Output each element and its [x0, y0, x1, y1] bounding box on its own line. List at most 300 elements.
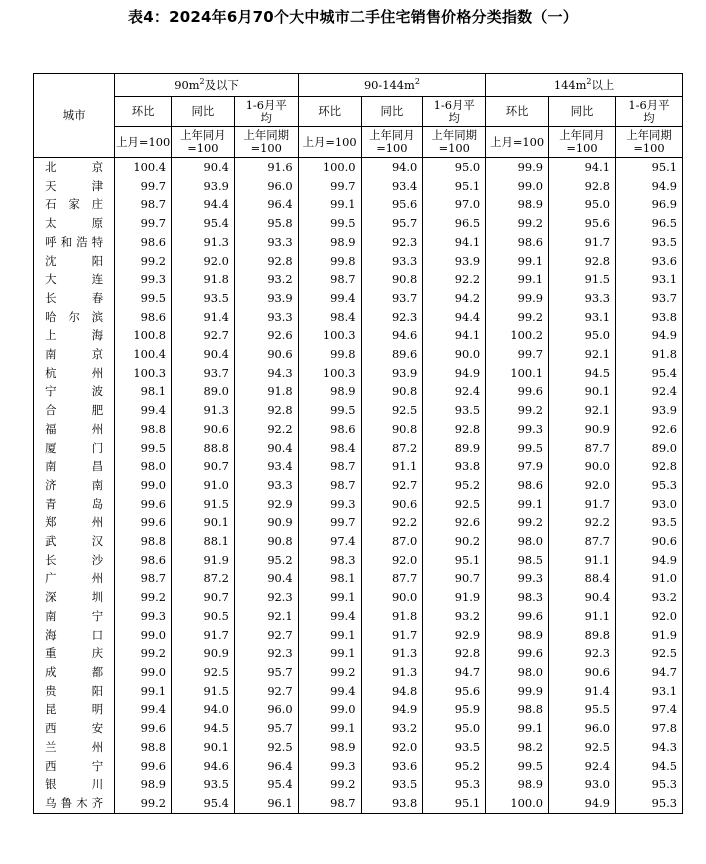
value-cell: 98.9 [298, 233, 361, 252]
value-cell: 90.5 [172, 607, 235, 626]
city-name: 上海 [45, 328, 104, 343]
city-cell [34, 663, 115, 682]
value-cell: 92.5 [615, 644, 682, 663]
value-cell: 90.9 [234, 513, 298, 532]
table-row [34, 794, 683, 813]
value-cell: 99.2 [486, 214, 549, 233]
value-cell: 87.2 [361, 439, 423, 458]
city-name: 石家庄 [45, 197, 104, 212]
city-cell [34, 233, 115, 252]
column-header: 同比 [549, 97, 616, 127]
value-cell: 90.9 [172, 644, 235, 663]
city-name: 呼和浩特 [45, 234, 104, 249]
value-cell: 98.8 [486, 700, 549, 719]
value-cell: 93.1 [615, 270, 682, 289]
value-cell: 99.1 [115, 682, 172, 701]
city-name: 郑州 [45, 515, 104, 530]
value-cell: 91.0 [172, 476, 235, 495]
value-cell: 99.7 [298, 177, 361, 196]
city-cell [34, 495, 115, 514]
column-basis: 上月=100 [298, 127, 361, 158]
value-cell: 98.7 [298, 794, 361, 813]
value-cell: 94.3 [234, 364, 298, 383]
column-header: 1-6月平均 [615, 97, 682, 127]
value-cell: 90.4 [172, 158, 235, 177]
value-cell: 93.8 [423, 457, 486, 476]
city-name: 福州 [45, 421, 104, 436]
value-cell: 93.5 [361, 775, 423, 794]
city-name: 北京 [45, 160, 104, 174]
value-cell: 99.3 [298, 757, 361, 776]
value-cell: 92.9 [234, 495, 298, 514]
value-cell: 98.6 [115, 233, 172, 252]
value-cell: 93.9 [361, 364, 423, 383]
value-cell: 99.2 [115, 644, 172, 663]
value-cell: 98.0 [486, 532, 549, 551]
value-cell: 93.8 [361, 794, 423, 813]
value-cell: 87.7 [549, 439, 616, 458]
table-row [34, 738, 683, 757]
value-cell: 93.7 [172, 364, 235, 383]
value-cell: 94.9 [549, 794, 616, 813]
value-cell: 94.1 [549, 158, 616, 177]
table-row [34, 626, 683, 645]
table-row [34, 382, 683, 401]
value-cell: 92.9 [423, 626, 486, 645]
value-cell: 93.3 [234, 308, 298, 327]
city-name: 海口 [45, 627, 104, 642]
value-cell: 96.1 [234, 794, 298, 813]
value-cell: 94.5 [172, 719, 235, 738]
value-cell: 93.7 [361, 289, 423, 308]
value-cell: 99.0 [115, 663, 172, 682]
value-cell: 92.2 [234, 420, 298, 439]
city-cell [34, 532, 115, 551]
value-cell: 99.2 [486, 513, 549, 532]
city-name: 成都 [45, 664, 104, 679]
city-cell [34, 626, 115, 645]
value-cell: 99.9 [486, 158, 549, 177]
city-cell [34, 569, 115, 588]
value-cell: 95.0 [549, 195, 616, 214]
value-cell: 91.5 [549, 270, 616, 289]
value-cell: 99.4 [298, 607, 361, 626]
value-cell: 98.4 [298, 308, 361, 327]
value-cell: 94.4 [172, 195, 235, 214]
value-cell: 91.7 [549, 233, 616, 252]
column-header: 环比 [486, 97, 549, 127]
value-cell: 91.7 [172, 626, 235, 645]
value-cell: 99.1 [486, 495, 549, 514]
value-cell: 96.5 [423, 214, 486, 233]
value-cell: 99.0 [115, 476, 172, 495]
value-cell: 92.8 [615, 457, 682, 476]
table-row [34, 289, 683, 308]
value-cell: 98.6 [115, 308, 172, 327]
value-cell: 95.4 [615, 364, 682, 383]
value-cell: 91.3 [172, 401, 235, 420]
value-cell: 90.8 [234, 532, 298, 551]
value-cell: 96.0 [234, 177, 298, 196]
value-cell: 92.1 [234, 607, 298, 626]
value-cell: 93.6 [615, 252, 682, 271]
value-cell: 91.9 [615, 626, 682, 645]
table-row [34, 457, 683, 476]
value-cell: 99.1 [298, 588, 361, 607]
value-cell: 99.2 [298, 663, 361, 682]
value-cell: 91.5 [172, 682, 235, 701]
value-cell: 91.4 [549, 682, 616, 701]
value-cell: 93.3 [234, 233, 298, 252]
value-cell: 93.5 [615, 513, 682, 532]
value-cell: 92.5 [234, 738, 298, 757]
value-cell: 93.5 [172, 775, 235, 794]
value-cell: 90.0 [423, 345, 486, 364]
value-cell: 87.2 [172, 569, 235, 588]
value-cell: 99.1 [298, 626, 361, 645]
table-row [34, 233, 683, 252]
value-cell: 90.8 [361, 382, 423, 401]
value-cell: 90.4 [234, 569, 298, 588]
value-cell: 89.8 [549, 626, 616, 645]
value-cell: 93.6 [361, 757, 423, 776]
value-cell: 93.5 [172, 289, 235, 308]
value-cell: 93.8 [615, 308, 682, 327]
value-cell: 99.9 [486, 682, 549, 701]
value-cell: 92.0 [549, 476, 616, 495]
value-cell: 100.4 [115, 158, 172, 177]
value-cell: 98.9 [486, 195, 549, 214]
value-cell: 91.3 [361, 644, 423, 663]
value-cell: 98.0 [486, 663, 549, 682]
price-index-table [33, 73, 683, 814]
value-cell: 93.0 [615, 495, 682, 514]
value-cell: 99.0 [298, 700, 361, 719]
value-cell: 92.6 [234, 326, 298, 345]
value-cell: 90.0 [361, 588, 423, 607]
value-cell: 91.3 [361, 663, 423, 682]
city-cell [34, 195, 115, 214]
table-row [34, 700, 683, 719]
value-cell: 99.6 [115, 719, 172, 738]
city-cell [34, 476, 115, 495]
value-cell: 98.7 [115, 195, 172, 214]
city-cell [34, 420, 115, 439]
value-cell: 98.9 [486, 626, 549, 645]
value-cell: 98.5 [486, 551, 549, 570]
table-row [34, 214, 683, 233]
city-name: 西安 [45, 721, 104, 736]
value-cell: 98.4 [298, 439, 361, 458]
table-row [34, 495, 683, 514]
value-cell: 99.6 [115, 513, 172, 532]
value-cell: 95.5 [549, 700, 616, 719]
value-cell: 92.4 [423, 382, 486, 401]
value-cell: 95.3 [615, 775, 682, 794]
value-cell: 88.8 [172, 439, 235, 458]
value-cell: 92.6 [615, 420, 682, 439]
value-cell: 90.4 [172, 345, 235, 364]
value-cell: 100.3 [298, 364, 361, 383]
value-cell: 91.7 [361, 626, 423, 645]
value-cell: 92.8 [234, 252, 298, 271]
city-cell [34, 457, 115, 476]
value-cell: 87.7 [361, 569, 423, 588]
table-row [34, 420, 683, 439]
value-cell: 98.6 [115, 551, 172, 570]
value-cell: 98.8 [115, 532, 172, 551]
value-cell: 92.5 [549, 738, 616, 757]
value-cell: 98.6 [298, 420, 361, 439]
table-row [34, 195, 683, 214]
value-cell: 92.0 [172, 252, 235, 271]
column-basis: 上年同月=100 [549, 127, 616, 158]
value-cell: 95.4 [234, 775, 298, 794]
value-cell: 99.0 [486, 177, 549, 196]
value-cell: 99.6 [486, 607, 549, 626]
value-cell: 96.0 [234, 700, 298, 719]
value-cell: 92.3 [234, 644, 298, 663]
value-cell: 98.1 [115, 382, 172, 401]
value-cell: 97.8 [615, 719, 682, 738]
column-basis: 上年同月=100 [361, 127, 423, 158]
value-cell: 94.0 [361, 158, 423, 177]
value-cell: 93.9 [172, 177, 235, 196]
city-name: 重庆 [45, 646, 104, 661]
city-name: 天津 [45, 178, 104, 193]
value-cell: 99.7 [298, 513, 361, 532]
value-cell: 98.7 [298, 457, 361, 476]
value-cell: 98.8 [115, 420, 172, 439]
value-cell: 99.5 [486, 439, 549, 458]
value-cell: 96.4 [234, 195, 298, 214]
value-cell: 98.3 [298, 551, 361, 570]
value-cell: 98.9 [486, 775, 549, 794]
value-cell: 99.7 [486, 345, 549, 364]
city-cell [34, 794, 115, 813]
value-cell: 92.8 [423, 420, 486, 439]
value-cell: 99.5 [298, 214, 361, 233]
value-cell: 92.7 [361, 476, 423, 495]
value-cell: 94.8 [361, 682, 423, 701]
value-cell: 99.6 [486, 382, 549, 401]
value-cell: 99.2 [115, 252, 172, 271]
city-cell [34, 439, 115, 458]
value-cell: 96.5 [615, 214, 682, 233]
value-cell: 90.4 [549, 588, 616, 607]
value-cell: 94.2 [423, 289, 486, 308]
value-cell: 91.6 [234, 158, 298, 177]
value-cell: 93.4 [234, 457, 298, 476]
city-name: 南昌 [45, 459, 104, 474]
value-cell: 95.6 [423, 682, 486, 701]
value-cell: 93.9 [615, 401, 682, 420]
value-cell: 98.7 [115, 569, 172, 588]
value-cell: 100.3 [298, 326, 361, 345]
value-cell: 99.7 [115, 177, 172, 196]
city-name: 南宁 [45, 608, 104, 623]
column-basis: 上年同期=100 [234, 127, 298, 158]
value-cell: 98.9 [298, 382, 361, 401]
city-cell [34, 588, 115, 607]
value-cell: 99.4 [115, 401, 172, 420]
value-cell: 91.0 [615, 569, 682, 588]
value-cell: 95.1 [423, 794, 486, 813]
value-cell: 93.3 [549, 289, 616, 308]
value-cell: 99.1 [298, 719, 361, 738]
value-cell: 99.2 [486, 401, 549, 420]
value-cell: 94.3 [615, 738, 682, 757]
value-cell: 93.7 [615, 289, 682, 308]
table-row [34, 252, 683, 271]
value-cell: 99.5 [115, 439, 172, 458]
table-row [34, 401, 683, 420]
table-row [34, 644, 683, 663]
value-cell: 99.1 [486, 252, 549, 271]
value-cell: 100.0 [486, 794, 549, 813]
group-header: $90m^2$及以下 [115, 74, 298, 97]
value-cell: 89.0 [615, 439, 682, 458]
city-cell [34, 401, 115, 420]
value-cell: 92.3 [234, 588, 298, 607]
value-cell: 95.2 [234, 551, 298, 570]
value-cell: 94.0 [172, 700, 235, 719]
value-cell: 93.5 [615, 233, 682, 252]
value-cell: 98.7 [298, 476, 361, 495]
value-cell: 96.0 [549, 719, 616, 738]
value-cell: 100.4 [115, 345, 172, 364]
city-cell [34, 308, 115, 327]
value-cell: 93.4 [361, 177, 423, 196]
column-header: 同比 [361, 97, 423, 127]
city-name: 合肥 [45, 403, 104, 418]
city-name: 兰州 [45, 739, 104, 754]
city-name: 厦门 [45, 440, 104, 455]
value-cell: 99.3 [115, 607, 172, 626]
table-row [34, 757, 683, 776]
value-cell: 93.1 [549, 308, 616, 327]
value-cell: 92.5 [172, 663, 235, 682]
value-cell: 95.7 [234, 719, 298, 738]
value-cell: 99.1 [298, 195, 361, 214]
value-cell: 87.7 [549, 532, 616, 551]
value-cell: 91.7 [549, 495, 616, 514]
city-cell [34, 177, 115, 196]
value-cell: 90.2 [423, 532, 486, 551]
table-row [34, 476, 683, 495]
value-cell: 95.1 [615, 158, 682, 177]
value-cell: 92.3 [361, 233, 423, 252]
value-cell: 92.1 [549, 345, 616, 364]
value-cell: 99.5 [486, 757, 549, 776]
value-cell: 91.1 [549, 607, 616, 626]
value-cell: 95.2 [423, 476, 486, 495]
value-cell: 93.2 [234, 270, 298, 289]
column-basis: 上月=100 [115, 127, 172, 158]
city-name: 广州 [45, 571, 104, 586]
value-cell: 91.3 [172, 233, 235, 252]
city-name: 太原 [45, 216, 104, 231]
city-cell [34, 345, 115, 364]
value-cell: 95.0 [549, 326, 616, 345]
value-cell: 90.9 [549, 420, 616, 439]
value-cell: 99.8 [298, 345, 361, 364]
value-cell: 91.1 [361, 457, 423, 476]
table-row [34, 682, 683, 701]
value-cell: 100.3 [115, 364, 172, 383]
value-cell: 92.7 [172, 326, 235, 345]
value-cell: 88.1 [172, 532, 235, 551]
column-header: 1-6月平均 [234, 97, 298, 127]
value-cell: 99.3 [115, 270, 172, 289]
value-cell: 91.8 [361, 607, 423, 626]
table-row [34, 663, 683, 682]
value-cell: 90.6 [234, 345, 298, 364]
value-cell: 94.9 [423, 364, 486, 383]
value-cell: 99.0 [115, 626, 172, 645]
value-cell: 99.2 [115, 588, 172, 607]
value-cell: 95.6 [361, 195, 423, 214]
city-cell [34, 382, 115, 401]
city-cell [34, 738, 115, 757]
city-cell [34, 644, 115, 663]
value-cell: 90.6 [361, 495, 423, 514]
value-cell: 95.3 [615, 794, 682, 813]
value-cell: 87.0 [361, 532, 423, 551]
city-name: 银川 [45, 777, 104, 792]
city-cell [34, 719, 115, 738]
value-cell: 90.1 [172, 513, 235, 532]
value-cell: 89.9 [423, 439, 486, 458]
value-cell: 90.8 [361, 420, 423, 439]
value-cell: 95.9 [423, 700, 486, 719]
city-name: 西宁 [45, 758, 104, 773]
value-cell: 91.5 [172, 495, 235, 514]
value-cell: 92.8 [549, 177, 616, 196]
value-cell: 99.5 [298, 401, 361, 420]
value-cell: 92.4 [615, 382, 682, 401]
value-cell: 100.0 [298, 158, 361, 177]
value-cell: 92.3 [549, 644, 616, 663]
value-cell: 94.5 [615, 757, 682, 776]
city-name: 杭州 [45, 365, 104, 380]
value-cell: 94.6 [172, 757, 235, 776]
city-header: 城市 [34, 74, 115, 158]
value-cell: 90.1 [172, 738, 235, 757]
table-row [34, 270, 683, 289]
table-row [34, 439, 683, 458]
value-cell: 91.4 [172, 308, 235, 327]
city-cell [34, 757, 115, 776]
column-basis: 上月=100 [486, 127, 549, 158]
value-cell: 99.6 [486, 644, 549, 663]
value-cell: 95.1 [423, 551, 486, 570]
city-cell [34, 252, 115, 271]
value-cell: 90.7 [172, 588, 235, 607]
value-cell: 100.1 [486, 364, 549, 383]
value-cell: 100.8 [115, 326, 172, 345]
value-cell: 92.6 [423, 513, 486, 532]
value-cell: 99.3 [486, 569, 549, 588]
city-cell [34, 364, 115, 383]
value-cell: 93.0 [549, 775, 616, 794]
value-cell: 92.5 [423, 495, 486, 514]
value-cell: 98.1 [298, 569, 361, 588]
value-cell: 92.2 [423, 270, 486, 289]
city-name: 武汉 [45, 534, 104, 549]
value-cell: 98.9 [115, 775, 172, 794]
value-cell: 90.6 [172, 420, 235, 439]
